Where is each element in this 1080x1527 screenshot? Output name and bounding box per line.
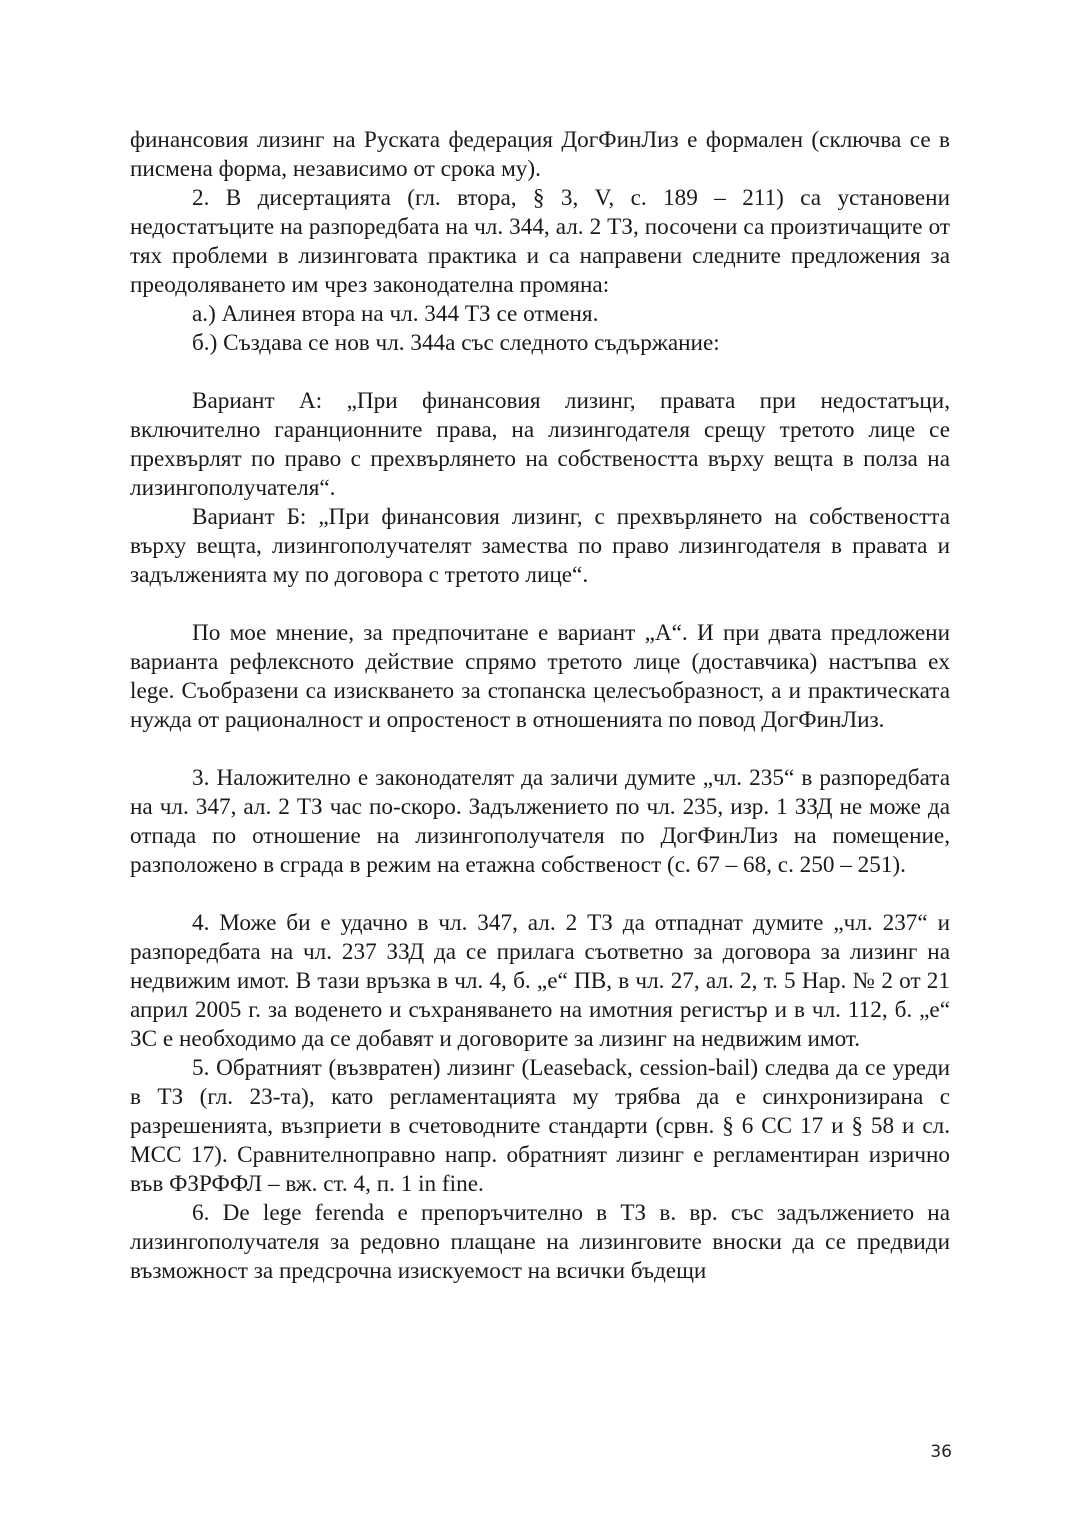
paragraph-opinion: По мое мнение, за предпочитане е вариант „А“. И при двата предложени варианта рефлексното действие спрямо третото лице (доставчика) настъпва ex lege. Съобразени са изискването за стопанска целесъобразност, а и практическата нужда от рационалност и опростеност в отношенията по повод ДогФинЛиз. — [130, 620, 950, 733]
page-number: 36 — [930, 1442, 952, 1462]
paragraph-item-2b: б.) Създава се нов чл. 344а със следното съдържание: — [192, 330, 720, 356]
paragraph-item-3: 3. Наложително е законодателят да заличи думите „чл. 235“ в разпоредбата на чл. 347, ал. 2 ТЗ час по-скоро. Задължението по чл. 235, изр. 1 ЗЗД не може да отпада по отношение на лизингополучателя по ДогФинЛиз на помещение, разположено в сграда в режим на етажна собственост (с. 67 – 68, с. 250 – 251). — [130, 765, 950, 878]
paragraph-item-5: 5. Обратният (възвратен) лизинг (Leaseback, cession-bail) следва да се уреди в ТЗ (гл. 23-та), като регламентацията му трябва да е синхронизирана с разрешенията, възприети в счетоводните стандарти (срвн. § 6 СС 17 и § 58 и сл. МСС 17). Сравнителноправно напр. обратният лизинг е регламентиран изрично във ФЗРФФЛ – вж. ст. 4, п. 1 in fine. — [130, 1055, 950, 1197]
paragraph-item-6: 6. De lege ferenda е препоръчително в ТЗ в. вр. със задължението на лизингополучателя за редовно плащане на лизинговите вноски да се предвиди възможност за предсрочна изискуемост на всички бъдещи — [130, 1200, 950, 1284]
paragraph-variant-b: Вариант Б: „При финансовия лизинг, с прехвърлянето на собствеността върху вещта, лизингополучателят замества по право лизингодателя в правата и задълженията му по договора с третото лице“. — [130, 504, 950, 588]
paragraph-item-4: 4. Може би е удачно в чл. 347, ал. 2 ТЗ да отпаднат думите „чл. 237“ и разпоредбата на чл. 237 ЗЗД да се прилага съответно за договора за лизинг на недвижим имот. В тази връзка в чл. 4, б. „е“ ПВ, в чл. 27, ал. 2, т. 5 Нар. № 2 от 21 април 2005 г. за воденето и съхраняването на имотния регистър и в чл. 112, б. „е“ ЗС е необходимо да се добавят и договорите за лизинг на недвижим имот. — [130, 910, 950, 1052]
document-page — [130, 126, 950, 1286]
paragraph-item-2: 2. В дисертацията (гл. втора, § 3, V, с. 189 – 211) са установени недостатъците на разпоредбата на чл. 344, ал. 2 ТЗ, посочени са произтичащите от тях проблеми в лизинговата практика и са направени следните предложения за преодоляването им чрез законодателна промяна: — [130, 185, 950, 298]
paragraph-continuation: финансовия лизинг на Руската федерация ДогФинЛиз е формален (сключва се в писмена форма, независимо от срока му). — [130, 127, 950, 182]
paragraph-item-2a: а.) Алинея втора на чл. 344 ТЗ се отменя. — [192, 301, 599, 327]
paragraph-variant-a: Вариант А: „При финансовия лизинг, правата при недостатъци, включително гаранционните права, на лизингодателя срещу третото лице се прехвърлят по право с прехвърлянето на собствеността върху вещта в полза на лизингополучателя“. — [130, 388, 950, 501]
